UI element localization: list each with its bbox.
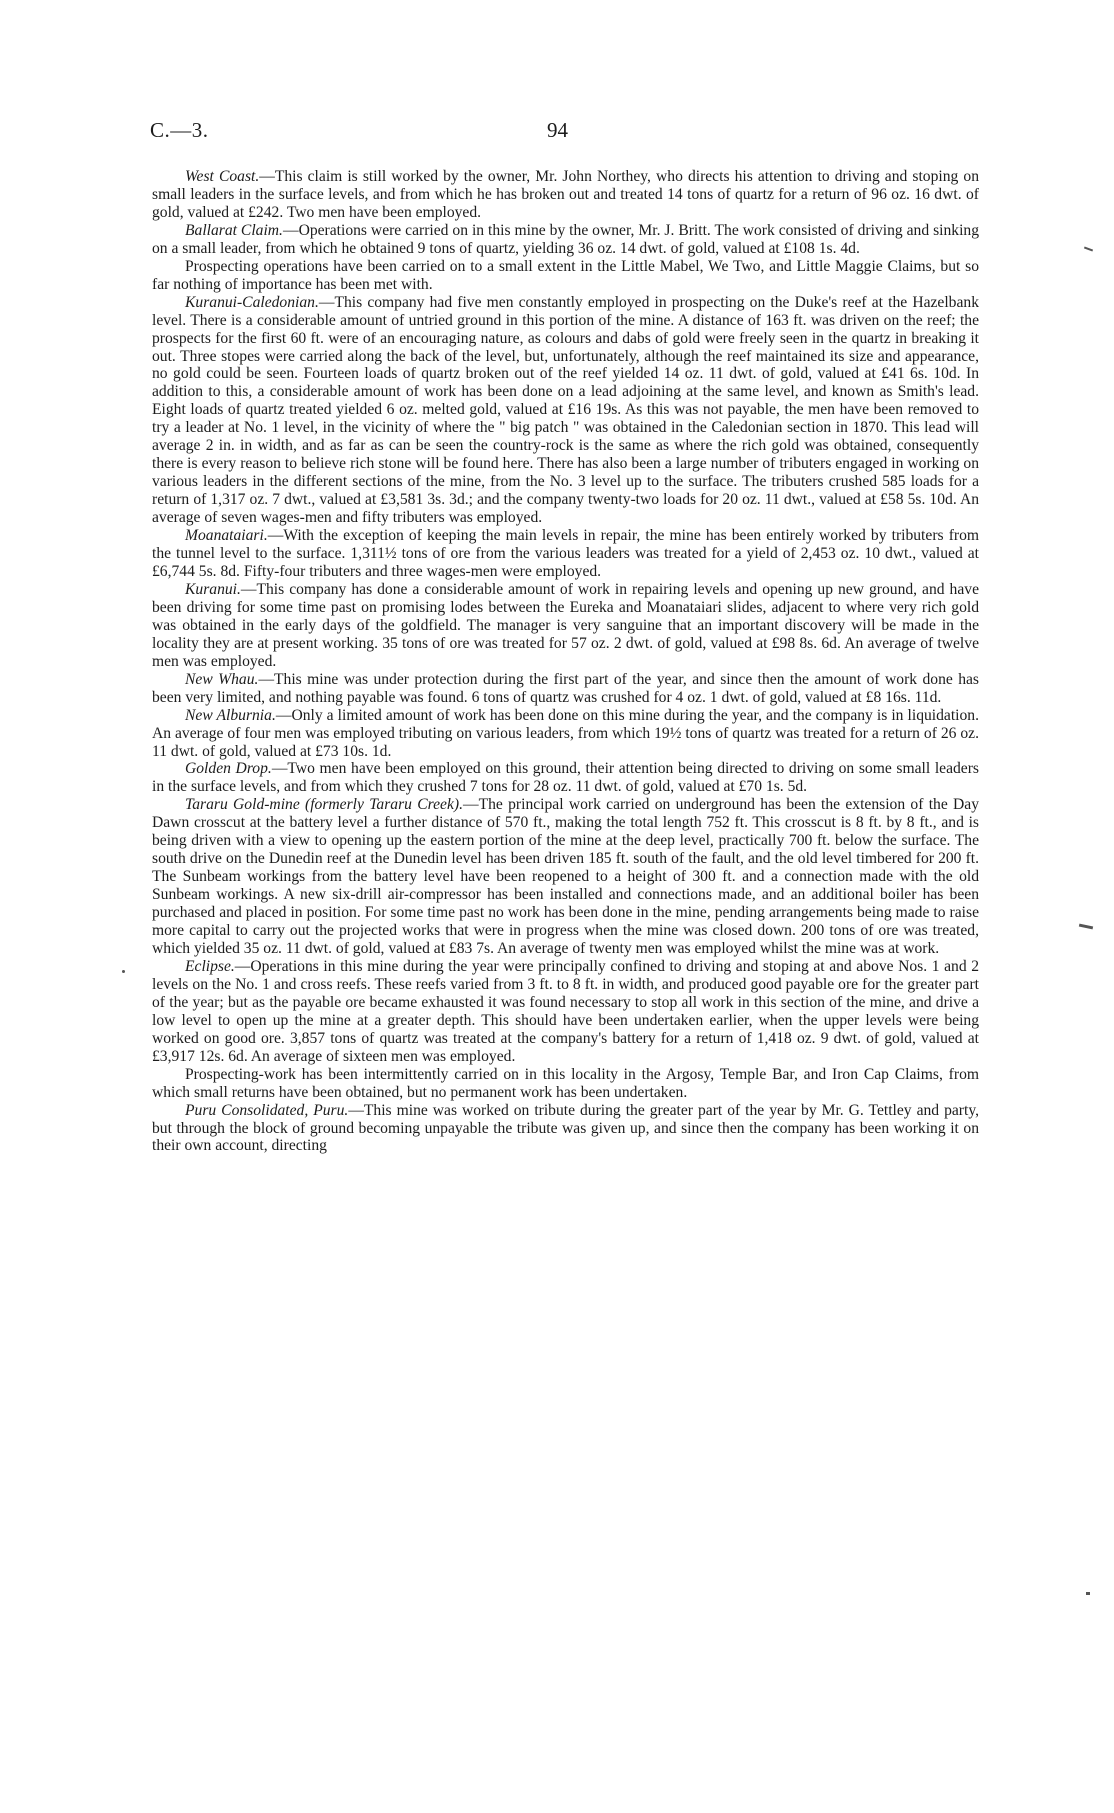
paragraph-text: —This claim is still worked by the owner, Mr. John Northey, who directs his attention to driving and stoping on small leaders in the surface levels, and from which he has broken out and treated 14 tons of quartz for a return of 96 oz. 16 dwt. of gold, valued at £242. Two men have been employed.: [152, 168, 979, 221]
paragraph-text: —With the exception of keeping the main levels in repair, the mine has been entirely worked by tributers from the tunnel level to the surface. 1,311½ tons of ore from the various leaders was treated for a yield of 2,453 oz. 10 dwt., valued at £6,744 5s. 8d. Fifty-four tributers and three wages-men were employed.: [152, 527, 979, 580]
paragraph-title: Tararu Gold-mine (formerly Tararu Creek).: [185, 796, 463, 814]
paragraph-new-alburnia: [152, 707, 979, 761]
paragraph-title: New Alburnia.: [185, 706, 276, 724]
paragraph-title: Kuranui.: [185, 580, 241, 598]
paragraph-text: —The principal work carried on underground has been the extension of the Day Dawn crosscut at the battery level a further distance of 570 ft., making the total length 752 ft. This crosscut is 8 ft. by 8 ft., and is being driven with a view to opening up the eastern portion of the mine at the deep level, practically 700 ft. below the surface. The south drive on the Dunedin reef at the Dunedin level has been driven 185 ft. south of the fault, and the old level timbered for 200 ft. The Sunbeam workings from the battery level have been reopened to a height of 300 ft. and a connection made with the old Sunbeam workings. A new six-drill air-compressor has been installed and connections made, and an additional boiler has been purchased and placed in position. For some time past no work has been done in the mine, pending arrangements being made to raise more capital to carry out the projected works that were in progress when the mine was closed down. 200 tons of ore was treated, which yielded 35 oz. 11 dwt. of gold, valued at £83 7s. An average of twenty men was employed whilst the mine was at work.: [152, 796, 980, 957]
paragraph-title: Kuranui-Caledonian.: [185, 293, 319, 311]
margin-mark-right-middle: [1079, 924, 1093, 930]
paragraph-title: New Whau.: [185, 670, 259, 688]
paragraph-text: Prospecting-work has been intermittently carried on in this locality in the Argosy, Temple Bar, and Iron Cap Claims, from which small returns have been obtained, but no permanent work has been undertaken.: [152, 1065, 979, 1101]
paragraph-new-whau: [152, 671, 979, 707]
paragraph-text: —Only a limited amount of work has been done on this mine during the year, and the company is in liquidation. An average of four men was employed tributing on various leaders, from which 19½ tons of quartz was treated for a return of 26 oz. 11 dwt. of gold, valued at £73 10s. 1d.: [152, 706, 979, 760]
page-number: 94: [547, 118, 568, 142]
paragraph-eclipse: [152, 958, 979, 1066]
paragraph-west-coast: [152, 168, 979, 222]
paragraph-text: Prospecting operations have been carried on to a small extent in the Little Mabel, We Two, and Little Maggie Claims, but so far nothing of importance has been met with.: [152, 257, 979, 293]
paragraph-text: —This company has done a considerable amount of work in repairing levels and opening up new ground, and have been driving for some time past on promising lodes between the Eureka and Moanataiari slides, adjacent to where very rich gold was obtained in the early days of the goldfield. The manager is very sanguine that an important discovery will be made in the locality they are at present working. 35 tons of ore was treated for 57 oz. 2 dwt. of gold, valued at £98 8s. 6d. An average of twelve men was employed.: [152, 580, 979, 670]
paragraph-tararu-gold-mine: [152, 796, 979, 958]
paragraph-puru-consolidated: [152, 1102, 979, 1156]
paragraph-title: West Coast.: [185, 168, 260, 185]
paragraph-text: —Two men have been employed on this ground, their attention being directed to driving on some small leaders in the surface levels, and from which they crushed 7 tons for 28 oz. 11 dwt. of gold, valued at £70 1s. 5d.: [152, 760, 979, 796]
paragraph-golden-drop: [152, 760, 979, 796]
paragraph-title: Ballarat Claim.: [185, 221, 283, 239]
page-header: [150, 118, 950, 148]
paragraph-text: —This mine was worked on tribute during the greater part of the year by Mr. G. Tettley and party, but through the block of ground becoming unpayable the tribute was given up, and since then the company has been working it on their own account, directing: [152, 1101, 979, 1155]
paragraph-title: Moanataiari.: [185, 527, 268, 545]
margin-mark-left: [122, 970, 125, 973]
paragraph-prospecting-little-mabel: [152, 258, 979, 294]
paragraph-title: Eclipse.: [185, 957, 235, 975]
paragraph-text: —This company had five men constantly employed in prospecting on the Duke's reef at the Hazelbank level. There is a considerable amount of untried ground in this portion of the mine. A distance of 163 ft. was driven on the reef; the prospects for the first 60 ft. were of an encouraging nature, as colours and dabs of gold were freely seen in the quartz in breaking it out. Three stopes were carried along the back of the level, but, unfortunately, although the reef maintained its size and appearance, no gold could be seen. Fourteen loads of quartz broken out of the reef yielded 14 oz. 11 dwt. of gold, valued at £41 6s. 10d. In addition to this, a considerable amount of work has been done on a lead adjoining at the same level, and known as Smith's lead. Eight loads of quartz treated yielded 6 oz. melted gold, valued at £16 19s. As this was not payable, the men have been removed to try a leader at No. 1 level, in the vicinity of where the " big patch " was obtained in the Caledonian section in 1870. This lead will average 2 in. in width, and as far as can be seen the country-rock is the same as where the rich gold was obtained, consequently there is every reason to believe rich stone will be found here. There has also been a large number of tributers engaged in working on various leaders in the different sections of the mine, from the No. 3 level up to the surface. The tributers crushed 585 loads for a return of 1,317 oz. 7 dwt., valued at £3,581 3s. 3d.; and the company twenty-two loads for 20 oz. 11 dwt., valued at £58 5s. 10d. An average of seven wages-men and fifty tributers was employed.: [152, 293, 979, 527]
paragraph-kuranui-caledonian: [152, 294, 979, 527]
paragraph-title: Golden Drop.: [185, 760, 272, 778]
report-body: [152, 168, 979, 1155]
paragraph-moanataiari: [152, 527, 979, 581]
paragraph-text: —Operations were carried on in this mine by the owner, Mr. J. Britt. The work consisted of driving and sinking on a small leader, from which he obtained 9 tons of quartz, yielding 36 oz. 14 dwt. of gold, valued at £108 1s. 4d.: [152, 221, 979, 257]
margin-mark-right-lower: [1086, 1592, 1090, 1595]
paragraph-kuranui: [152, 581, 979, 671]
paragraph-title: Puru Consolidated, Puru.: [185, 1101, 349, 1119]
paragraph-ballarat-claim: [152, 222, 979, 258]
paragraph-text: —Operations in this mine during the year were principally confined to driving and stoping at and above Nos. 1 and 2 levels on the No. 1 and cross reefs. These reefs varied from 3 ft. to 8 ft. in width, and produced good payable ore for the greater part of the year; but as the payable ore became exhausted it was found necessary to stop all work in this section of the mine, and drive a low level to open up the mine at a greater depth. This should have been undertaken earlier, when the upper levels were being worked on good ore. 3,857 tons of quartz was treated at the company's battery for a return of 1,418 oz. 9 dwt. of gold, valued at £3,917 12s. 6d. An average of sixteen men was employed.: [152, 957, 979, 1065]
paragraph-text: —This mine was under protection during the first part of the year, and since then the amount of work done has been very limited, and nothing payable was found. 6 tons of quartz was crushed for 4 oz. 1 dwt. of gold, valued at £8 16s. 11d.: [152, 670, 980, 706]
margin-mark-right-upper: [1084, 247, 1093, 252]
document-reference: C.—3.: [150, 118, 209, 142]
paragraph-prospecting-argosy: [152, 1066, 979, 1102]
